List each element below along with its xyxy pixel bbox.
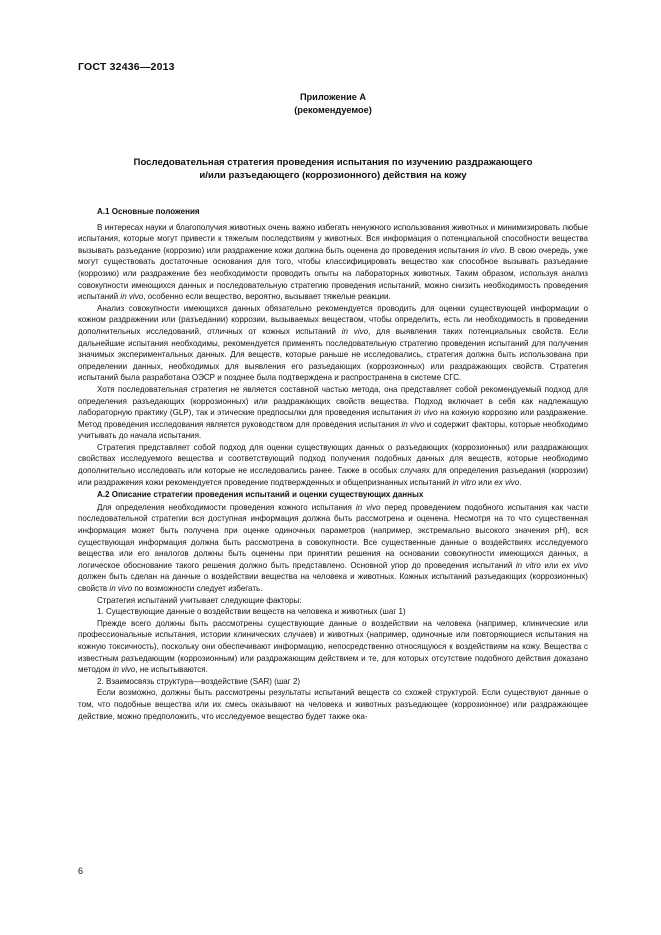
document-title [78, 156, 588, 182]
section-heading-a1: А.1 Основные положения [97, 207, 200, 216]
paragraph: Прежде всего должны быть рассмотрены существующие данные о воздействии на человека (например, клинические или профессиональные испытания, истории клинических случаев) и животных (например, одиночные или повторяющиеся испытания на кожную токсичность), поскольку они обеспечивают информацию, непосредственно относящуюся к воздействиям на кожу. Вещества с известным разъедающим (коррозионным) или раздражающим действием и те, для которых отсутствие подобного действия доказано методом in vivo, не испытываются. [78, 618, 588, 675]
paragraph: Хотя последовательная стратегия не является составной частью метода, она представляет собой рекомендуемый подход для определения разъедающих (коррозионных) или раздражающих свойств вещества. Подход включает в себя как надлежащую лабораторную практику (GLP), так и этические предпосылки для проведения испытания in vivo на кожную коррозию или раздражение. Метод проведения исследования является руководством для проведения испытания in vivo и содержит факторы, которые необходимо учитывать до начала испытания. [78, 384, 589, 441]
paragraph: Если возможно, должны быть рассмотрены результаты испытаний веществ со схожей структурой. Если существуют данные о том, что подобные вещества или их смесь оказывают на человека и животных разъедающее (коррозионное) или раздражающее действие, можно предположить, что исследуемое вещество будет также ока- [78, 688, 588, 721]
paragraph: Анализ совокупности имеющихся данных обязательно рекомендуется проводить для оценки существующей информации о кожном раздражении или (разъедании) коррозии, вызываемых веществом, чтобы определить, есть ли необходимость в проведении дополнительных исследований, отличных от кожных испытаний in vivo, для выявления таких потенциальных свойств. Если дальнейшие испытания необходимы, рекомендуется применять последовательную стратегию проведения испытаний для получения значимых экспериментальных данных. Для веществ, которые раньше не исследовались, стратегия должна быть использована при определении данных, необходимых для выявления его разъедающих (коррозионных) или раздражающих свойств. Стратегия испытаний была разработана ОЭСР и позднее была подтверждена и распространена в системе СГС. [78, 303, 589, 383]
annex-block [0, 91, 661, 117]
paragraph: Для определения необходимости проведения кожного испытания in vivo перед проведением подобного испытания как части последовательной стратегии вся доступная информация должна быть рассмотрена и оценена. Несмотря на то что существенная информация может быть получена при оценке одиночных параметров (например, экстремально высокого значения pH), вся существующая информация должна быть рассмотрена в совокупности. Все существенные данные о воздействиях исследуемого вещества или его аналогов должны быть оценены при принятии решения на основании совокупности имеющихся данных, а логическое обоснование такого решения должно быть представлено. Основной упор до проведения испытаний in vitro или ex vivo должен быть сделан на данные о воздействии вещества на человека и животных. Кожных испытаний разъедающих (коррозионных) свойств in vivo по возможности следует избегать. [78, 502, 589, 593]
paragraph: Стратегия испытаний учитывает следующие факторы: [97, 595, 302, 605]
document-title-line-1: Последовательная стратегия проведения испытания по изучению раздражающего [133, 157, 533, 168]
page-number: 6 [78, 866, 84, 876]
document-title-line-2: и/или разъедающего (коррозионного) действия на кожу [199, 170, 467, 181]
section-heading-a2: А.2 Описание стратегии проведения испытаний и оценки существующих данных [97, 490, 424, 500]
annex-title: Приложение А [299, 92, 367, 102]
annex-status: (рекомендуемое) [294, 105, 372, 115]
paragraph: В интересах науки и благополучия животных очень важно избегать ненужного использования животных и минимизировать любые испытания, которые могут привести к тяжелым последствиям у животных. Вся информация о потенциальной способности вещества вызывать разъедание (коррозию) или раздражение кожи должна быть оценена до проведения испытания in vivo. В свою очередь, уже могут существовать достаточные основания для того, чтобы классифицировать вещество как способное вызывать разъедание (коррозию) или раздражение без необходимости проводить опыты на лабораторных животных. Таким образом, используя анализ совокупности имеющихся данных и последовательную стратегию проведения испытаний, можно снизить необходимость проведения испытаний in vivo, особенно если вещество, вероятно, вызывает тяжелые реакции. [78, 222, 588, 302]
paragraph: 2. Взаимосвязь структура—воздействие (SAR) (шаг 2) [97, 676, 301, 686]
paragraph: 1. Существующие данные о воздействии веществ на человека и животных (шаг 1) [97, 607, 406, 617]
standard-header: ГОСТ 32436—2013 [78, 61, 175, 73]
paragraph: Стратегия представляет собой подход для оценки существующих данных о разъедающих (коррозионных) или раздражающих свойствах исследуемого вещества и соответствующий подход получения подобных данных для веществ, которые необходимо дополнительно исследовать или которые не исследовались ранее. Также в особых случаях для определения разъедания (коррозии) или раздражения кожи рекомендуется проведение подтвержденных и общепризнанных испытаний in vitro или ex vivo. [78, 442, 588, 487]
document-body [78, 206, 588, 722]
